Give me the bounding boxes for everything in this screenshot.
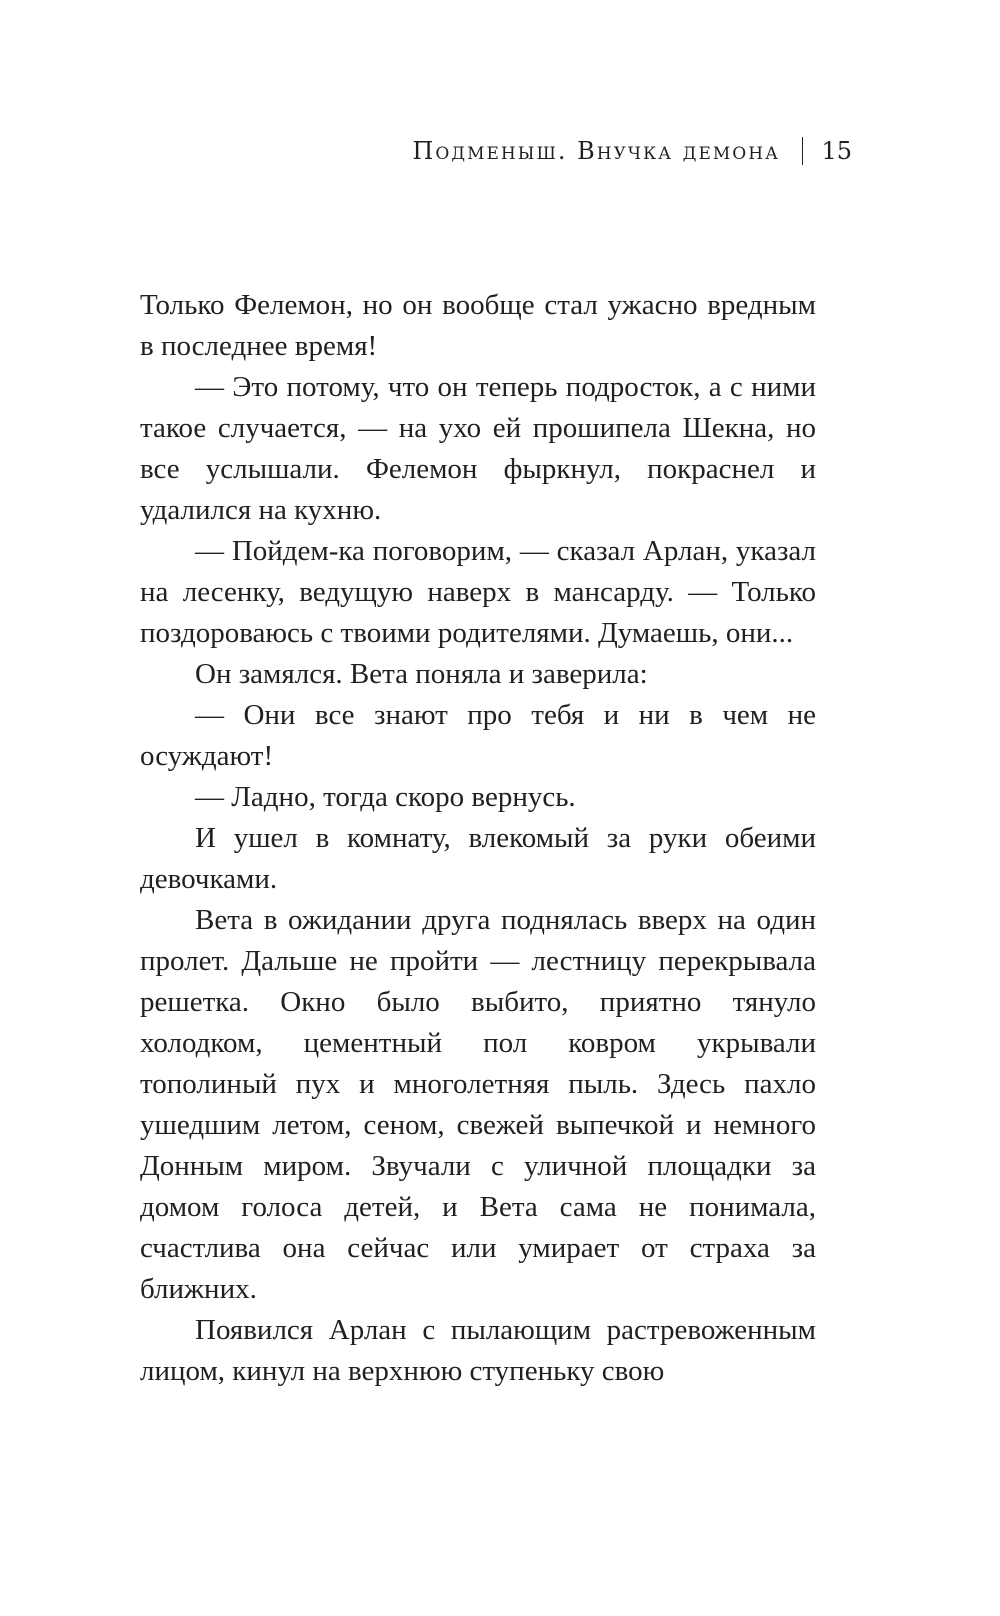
paragraph: И ушел в комнату, влекомый за руки обеими девочками. [140,822,816,895]
paragraph: — Ладно, тогда скоро вернусь. [195,781,576,813]
paragraph: Только Фелемон, но он вообще стал ужасно вредным в последнее время! [140,289,816,362]
paragraph: — Пойдем-ка поговорим, — сказал Арлан, указал на лесенку, ведущую наверх в мансарду. — Только поздороваюсь с твоими родителями. Думаешь, они... [140,535,816,649]
body-text [140,285,816,1392]
header-separator [802,137,804,165]
book-title: Подменыш. Внучка демона [412,137,780,165]
paragraph: — Это потому, что он теперь подросток, а с ними такое случается, — на ухо ей прошипела Шекна, но все услышали. Фелемон фыркнул, покраснел и удалился на кухню. [140,371,816,526]
page-number: 15 [821,137,852,165]
paragraph: — Они все знают про тебя и ни в чем не осуждают! [140,699,816,772]
paragraph: Появился Арлан с пылающим растревоженным лицом, кинул на верхнюю ступеньку свою [140,1314,816,1387]
paragraph: Вета в ожидании друга поднялась вверх на один пролет. Дальше не пройти — лестницу перекрывала решетка. Окно было выбито, приятно тянуло холодком, цементный пол ковром укрывали тополиный пух и многолетняя пыль. Здесь пахло ушедшим летом, сеном, свежей выпечкой и немного Донным миром. Звучали с уличной площадки за домом голоса детей, и Вета сама не понимала, счастлива она сейчас или умирает от страха за ближних. [140,904,816,1305]
paragraph: Он замялся. Вета поняла и заверила: [195,658,648,690]
running-header [412,131,852,171]
